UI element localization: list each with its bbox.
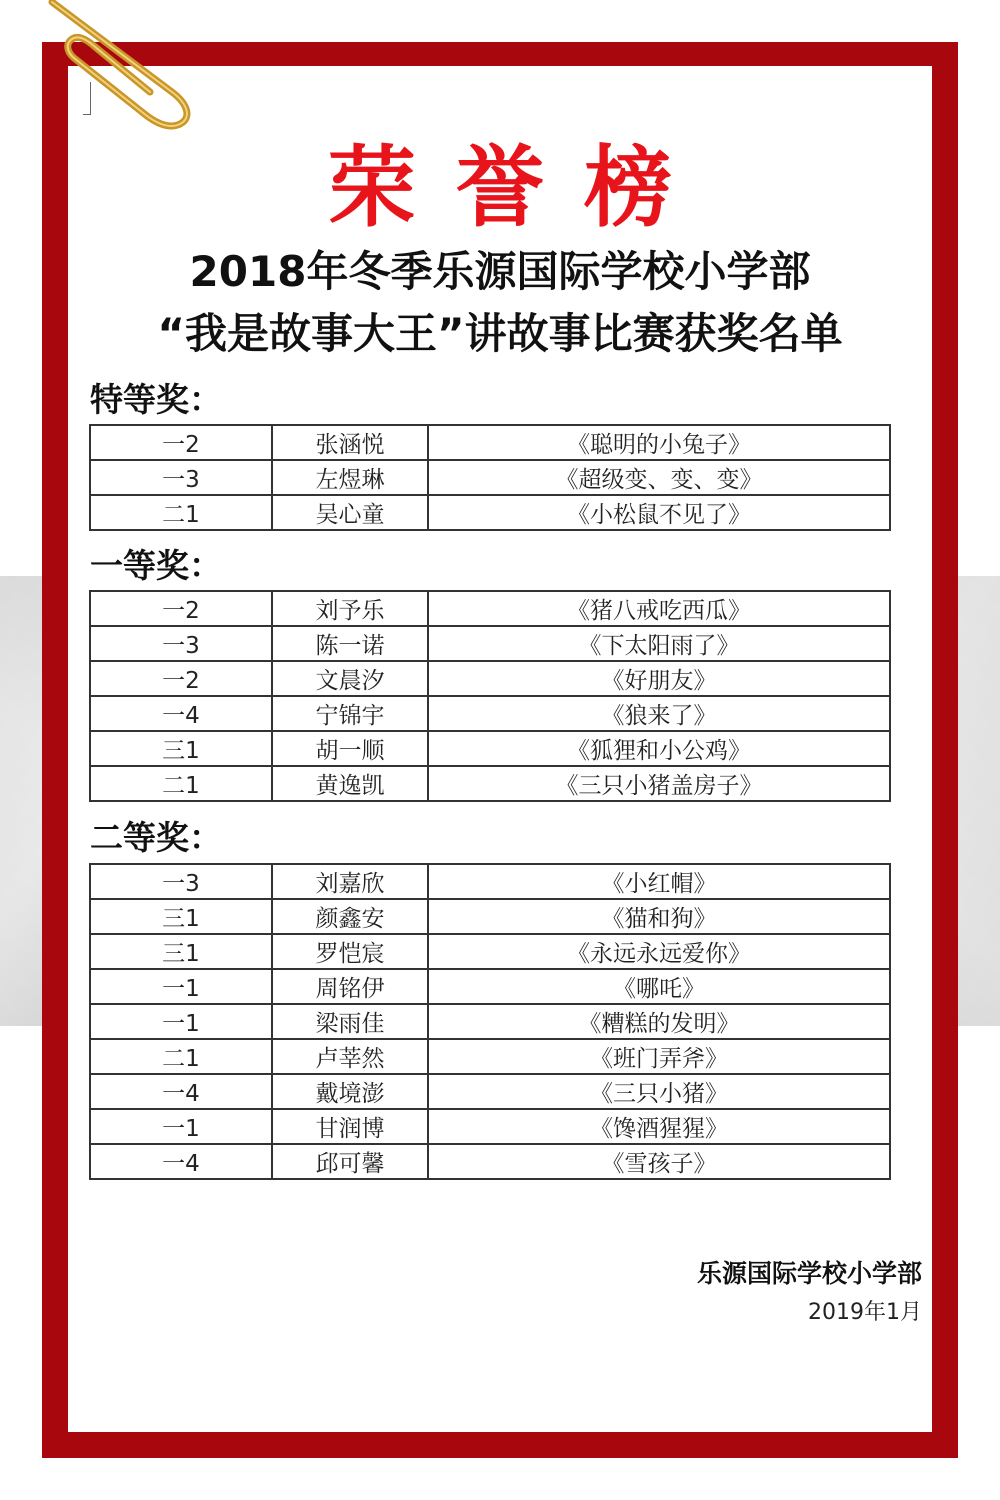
subtitle-line1: 2018年冬季乐源国际学校小学部 [189, 247, 811, 296]
story-cell: 《班门弄斧》 [428, 1039, 890, 1074]
table-row [90, 1039, 890, 1074]
name-cell: 甘润博 [272, 1109, 428, 1144]
first-prize-heading: 一等奖： [90, 546, 222, 585]
name-cell: 黄逸凯 [272, 766, 428, 801]
table-row [90, 1074, 890, 1109]
first-prize-table [89, 590, 891, 802]
corner-mark [83, 82, 91, 115]
story-cell: 《糟糕的发明》 [428, 1004, 890, 1039]
class-cell: 一3 [90, 626, 272, 661]
story-cell: 《猪八戒吃西瓜》 [428, 591, 890, 626]
story-cell: 《雪孩子》 [428, 1144, 890, 1179]
table-row [90, 661, 890, 696]
special-prize-heading: 特等奖： [90, 380, 222, 419]
class-cell: 一3 [90, 460, 272, 495]
class-cell: 三1 [90, 731, 272, 766]
class-cell: 一2 [90, 425, 272, 460]
table-row [90, 731, 890, 766]
special-prize-table [89, 424, 891, 531]
name-cell: 左煜琳 [272, 460, 428, 495]
name-cell: 罗恺宸 [272, 934, 428, 969]
subtitle-line2: “我是故事大王”讲故事比赛获奖名单 [157, 309, 843, 358]
footer-organization: 乐源国际学校小学部 [696, 1259, 922, 1288]
story-cell: 《下太阳雨了》 [428, 626, 890, 661]
story-cell: 《超级变、变、变》 [428, 460, 890, 495]
class-cell: 一3 [90, 864, 272, 899]
class-cell: 一4 [90, 696, 272, 731]
story-cell: 《聪明的小兔子》 [428, 425, 890, 460]
table-row [90, 591, 890, 626]
class-cell: 二1 [90, 495, 272, 530]
class-cell: 一1 [90, 1109, 272, 1144]
name-cell: 吴心童 [272, 495, 428, 530]
story-cell: 《永远永远爱你》 [428, 934, 890, 969]
story-cell: 《猫和狗》 [428, 899, 890, 934]
table-row [90, 1004, 890, 1039]
story-cell: 《小红帽》 [428, 864, 890, 899]
table-row [90, 1109, 890, 1144]
class-cell: 一2 [90, 661, 272, 696]
name-cell: 卢莘然 [272, 1039, 428, 1074]
name-cell: 颜鑫安 [272, 899, 428, 934]
name-cell: 邱可馨 [272, 1144, 428, 1179]
table-row [90, 899, 890, 934]
class-cell: 一2 [90, 591, 272, 626]
table-row [90, 495, 890, 530]
story-cell: 《狐狸和小公鸡》 [428, 731, 890, 766]
name-cell: 胡一顺 [272, 731, 428, 766]
table-row [90, 460, 890, 495]
name-cell: 张涵悦 [272, 425, 428, 460]
story-cell: 《狼来了》 [428, 696, 890, 731]
class-cell: 一4 [90, 1074, 272, 1109]
class-cell: 二1 [90, 1039, 272, 1074]
class-cell: 二1 [90, 766, 272, 801]
story-cell: 《馋酒猩猩》 [428, 1109, 890, 1144]
name-cell: 周铭伊 [272, 969, 428, 1004]
table-row [90, 969, 890, 1004]
name-cell: 梁雨佳 [272, 1004, 428, 1039]
name-cell: 刘予乐 [272, 591, 428, 626]
class-cell: 一1 [90, 969, 272, 1004]
story-cell: 《三只小猪盖房子》 [428, 766, 890, 801]
table-row [90, 425, 890, 460]
class-cell: 三1 [90, 899, 272, 934]
table-row [90, 864, 890, 899]
story-cell: 《哪吒》 [428, 969, 890, 1004]
table-row [90, 766, 890, 801]
name-cell: 陈一诺 [272, 626, 428, 661]
table-row [90, 1144, 890, 1179]
class-cell: 一4 [90, 1144, 272, 1179]
second-prize-heading: 二等奖： [90, 818, 222, 857]
paperclip-icon [30, 0, 200, 130]
footer-date: 2019年1月 [808, 1300, 922, 1325]
second-prize-table [89, 863, 891, 1180]
table-row [90, 626, 890, 661]
story-cell: 《三只小猪》 [428, 1074, 890, 1109]
class-cell: 一1 [90, 1004, 272, 1039]
story-cell: 《小松鼠不见了》 [428, 495, 890, 530]
name-cell: 文晨汐 [272, 661, 428, 696]
main-title: 荣誉榜 [327, 136, 712, 239]
name-cell: 宁锦宇 [272, 696, 428, 731]
table-row [90, 696, 890, 731]
class-cell: 三1 [90, 934, 272, 969]
table-row [90, 934, 890, 969]
name-cell: 刘嘉欣 [272, 864, 428, 899]
name-cell: 戴境澎 [272, 1074, 428, 1109]
story-cell: 《好朋友》 [428, 661, 890, 696]
